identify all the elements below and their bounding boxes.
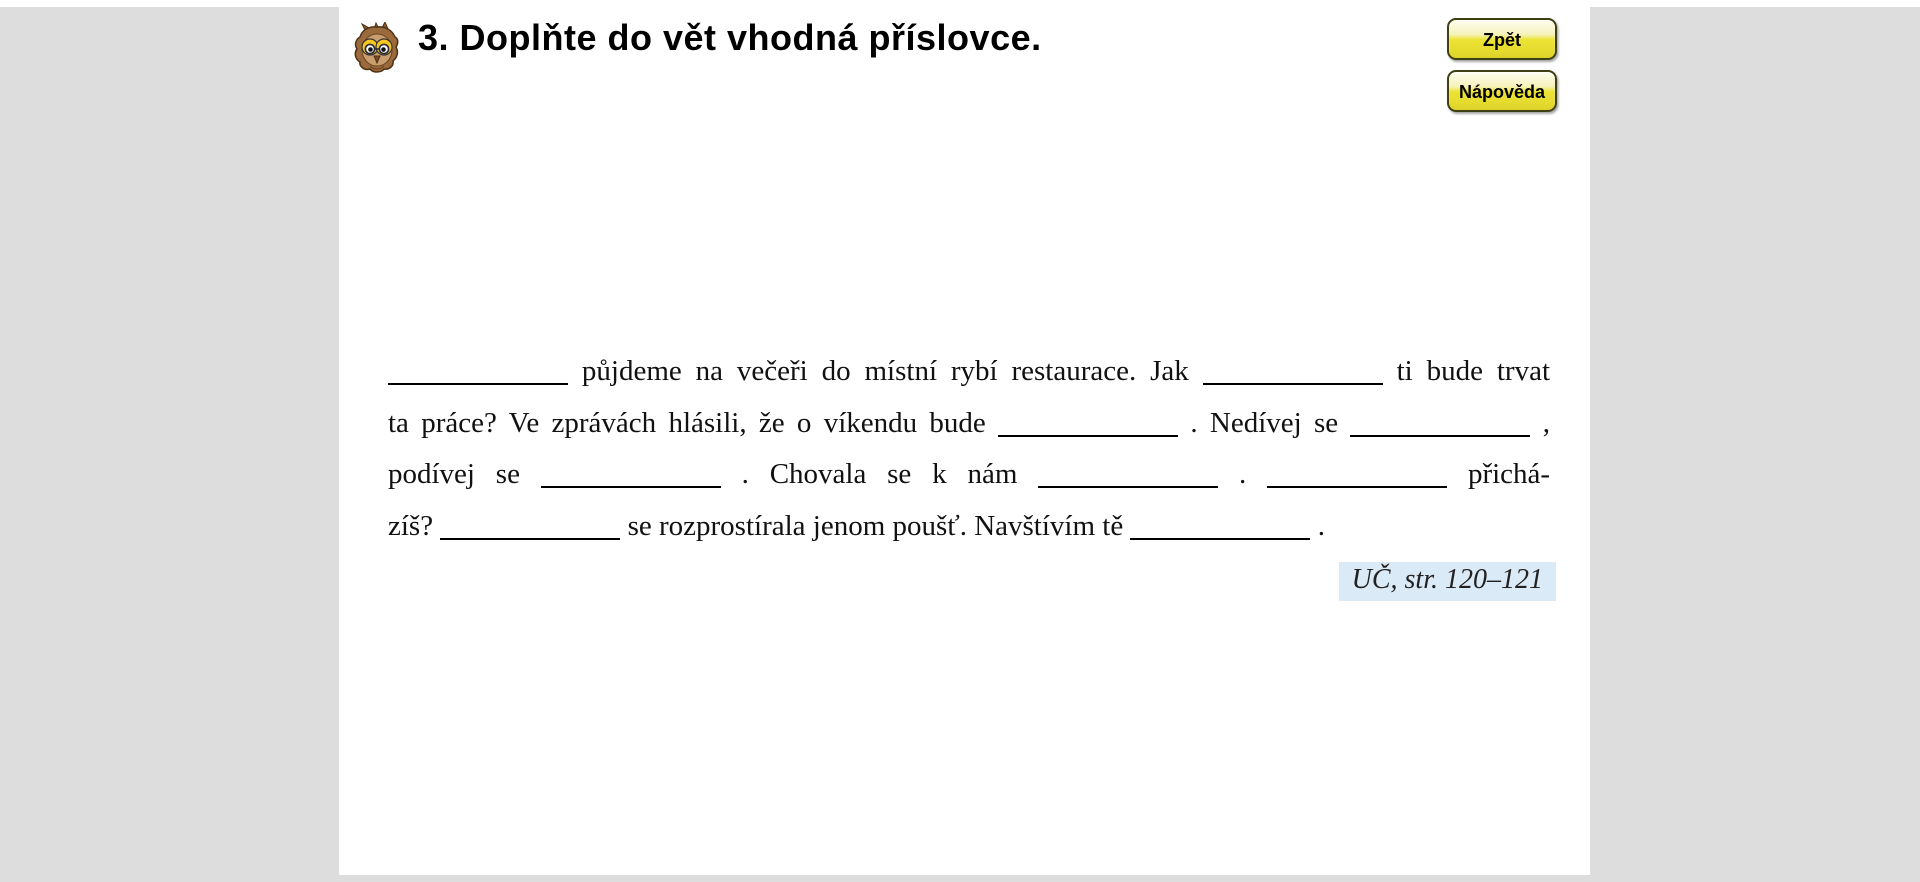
content-panel — [339, 0, 1590, 875]
exercise-text-segment: ta práce? Ve zprávách hlásili, že o víkendu bude — [388, 406, 986, 439]
answer-blank[interactable] — [1267, 466, 1447, 488]
help-button[interactable]: Nápověda — [1447, 70, 1557, 112]
exercise-line — [388, 346, 1550, 398]
exercise-title: 3. Doplňte do vět vhodná příslovce. — [418, 17, 1042, 58]
exercise-text-segment: . Nedívej se — [1190, 406, 1339, 439]
answer-blank[interactable] — [1038, 466, 1218, 488]
exercise-text — [388, 346, 1550, 552]
exercise-text-segment: se rozprostírala jenom poušť. Navštívím tě — [627, 509, 1124, 542]
answer-blank[interactable] — [998, 415, 1178, 437]
exercise-text-segment: zíš? — [388, 509, 434, 542]
exercise-text-segment: půjdeme na večeři do místní rybí restaurace. Jak — [581, 355, 1189, 387]
owl-icon — [352, 22, 402, 74]
exercise-text-segment: . — [1239, 458, 1247, 490]
answer-blank[interactable] — [1203, 363, 1383, 385]
answer-blank[interactable] — [541, 466, 721, 488]
back-button[interactable]: Zpět — [1447, 18, 1557, 60]
exercise-line — [388, 449, 1550, 501]
answer-blank[interactable] — [1350, 415, 1530, 437]
button-column — [1447, 18, 1557, 112]
exercise-text-segment: . — [1317, 509, 1325, 542]
exercise-text-segment: . Chovala se k nám — [741, 458, 1018, 490]
answer-blank[interactable] — [388, 363, 568, 385]
exercise-text-segment: ti bude trvat — [1396, 355, 1550, 387]
exercise-text-segment: přichá- — [1467, 458, 1551, 490]
exercise-line — [388, 398, 1550, 450]
textbook-reference: UČ, str. 120–121 — [1339, 562, 1556, 601]
answer-blank[interactable] — [1130, 518, 1310, 540]
exercise-text-segment: , — [1542, 406, 1551, 439]
answer-blank[interactable] — [440, 518, 620, 540]
exercise-line — [388, 501, 1550, 553]
exercise-text-segment: podívej se — [388, 458, 520, 490]
